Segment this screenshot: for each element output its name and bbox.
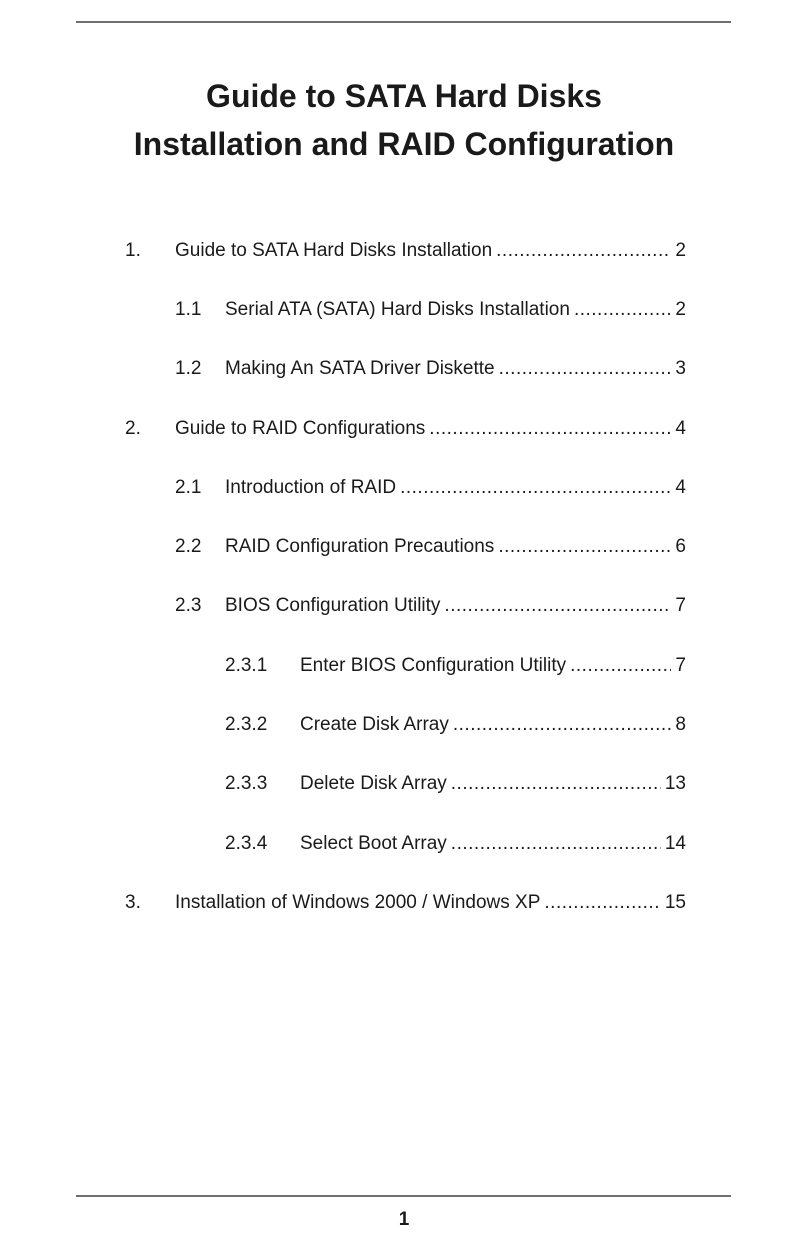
toc-dot-leader (570, 654, 671, 678)
toc-entry-2[interactable] (125, 417, 686, 441)
toc-title: Create Disk Array (300, 714, 449, 735)
top-rule (76, 21, 731, 23)
toc-page-number: 13 (664, 773, 686, 794)
toc-number: 1.1 (175, 299, 202, 320)
toc-title: Installation of Windows 2000 / Windows XP (175, 892, 541, 913)
toc-entry-1-2[interactable] (175, 357, 686, 381)
toc-title: BIOS Configuration Utility (225, 595, 441, 616)
toc-dot-leader (451, 772, 661, 796)
document-title-line-2: Installation and RAID Configuration (133, 126, 675, 162)
toc-page-number: 4 (675, 477, 686, 498)
toc-number: 2.3.1 (225, 655, 268, 676)
toc-dot-leader (429, 417, 671, 441)
toc-entry-2-1[interactable] (175, 476, 686, 500)
toc-number: 2.3.3 (225, 773, 268, 794)
toc-number: 2.3.4 (225, 833, 268, 854)
toc-title: Select Boot Array (300, 833, 447, 854)
toc-dot-leader (498, 535, 671, 559)
toc-page-number: 6 (675, 536, 686, 557)
toc-page-number: 2 (675, 299, 686, 320)
toc-page-number: 14 (664, 833, 686, 854)
bottom-rule (76, 1195, 731, 1197)
toc-number: 2.2 (175, 536, 202, 557)
toc-title: Guide to RAID Configurations (175, 418, 426, 439)
toc-dot-leader (574, 298, 671, 322)
toc-title: Guide to SATA Hard Disks Installation (175, 240, 493, 261)
toc-entry-2-3-2[interactable] (225, 713, 686, 737)
toc-entry-2-3-4[interactable] (225, 832, 686, 856)
toc-page-number: 8 (675, 714, 686, 735)
toc-entry-3[interactable] (125, 891, 686, 915)
toc-title: Delete Disk Array (300, 773, 447, 794)
toc-number: 2.1 (175, 477, 202, 498)
toc-dot-leader (499, 357, 672, 381)
page-number: 1 (398, 1209, 410, 1230)
toc-dot-leader (453, 713, 672, 737)
toc-entry-1-1[interactable] (175, 298, 686, 322)
toc-number: 2.3.2 (225, 714, 268, 735)
toc-page-number: 4 (675, 418, 686, 439)
toc-number: 1. (125, 240, 141, 261)
toc-entry-1[interactable] (125, 239, 686, 263)
toc-number: 2.3 (175, 595, 202, 616)
document-title-line-1: Guide to SATA Hard Disks (206, 78, 602, 114)
toc-entry-2-2[interactable] (175, 535, 686, 559)
toc-number: 2. (125, 418, 141, 439)
toc-entry-2-3-1[interactable] (225, 654, 686, 678)
toc-dot-leader (496, 239, 671, 263)
toc-number: 1.2 (175, 358, 202, 379)
toc-title: Serial ATA (SATA) Hard Disks Installation (225, 299, 570, 320)
toc-title: RAID Configuration Precautions (225, 536, 495, 557)
toc-title: Introduction of RAID (225, 477, 397, 498)
toc-dot-leader (444, 594, 671, 618)
toc-dot-leader (544, 891, 660, 915)
toc-entry-2-3[interactable] (175, 594, 686, 618)
toc-page-number: 7 (675, 655, 686, 676)
toc-dot-leader (451, 832, 661, 856)
toc-title: Enter BIOS Configuration Utility (300, 655, 567, 676)
toc-dot-leader (400, 476, 671, 500)
toc-entry-2-3-3[interactable] (225, 772, 686, 796)
toc-page-number: 7 (675, 595, 686, 616)
toc-number: 3. (125, 892, 141, 913)
toc-title: Making An SATA Driver Diskette (225, 358, 495, 379)
toc-page-number: 3 (675, 358, 686, 379)
toc-page-number: 15 (664, 892, 686, 913)
toc-page-number: 2 (675, 240, 686, 261)
